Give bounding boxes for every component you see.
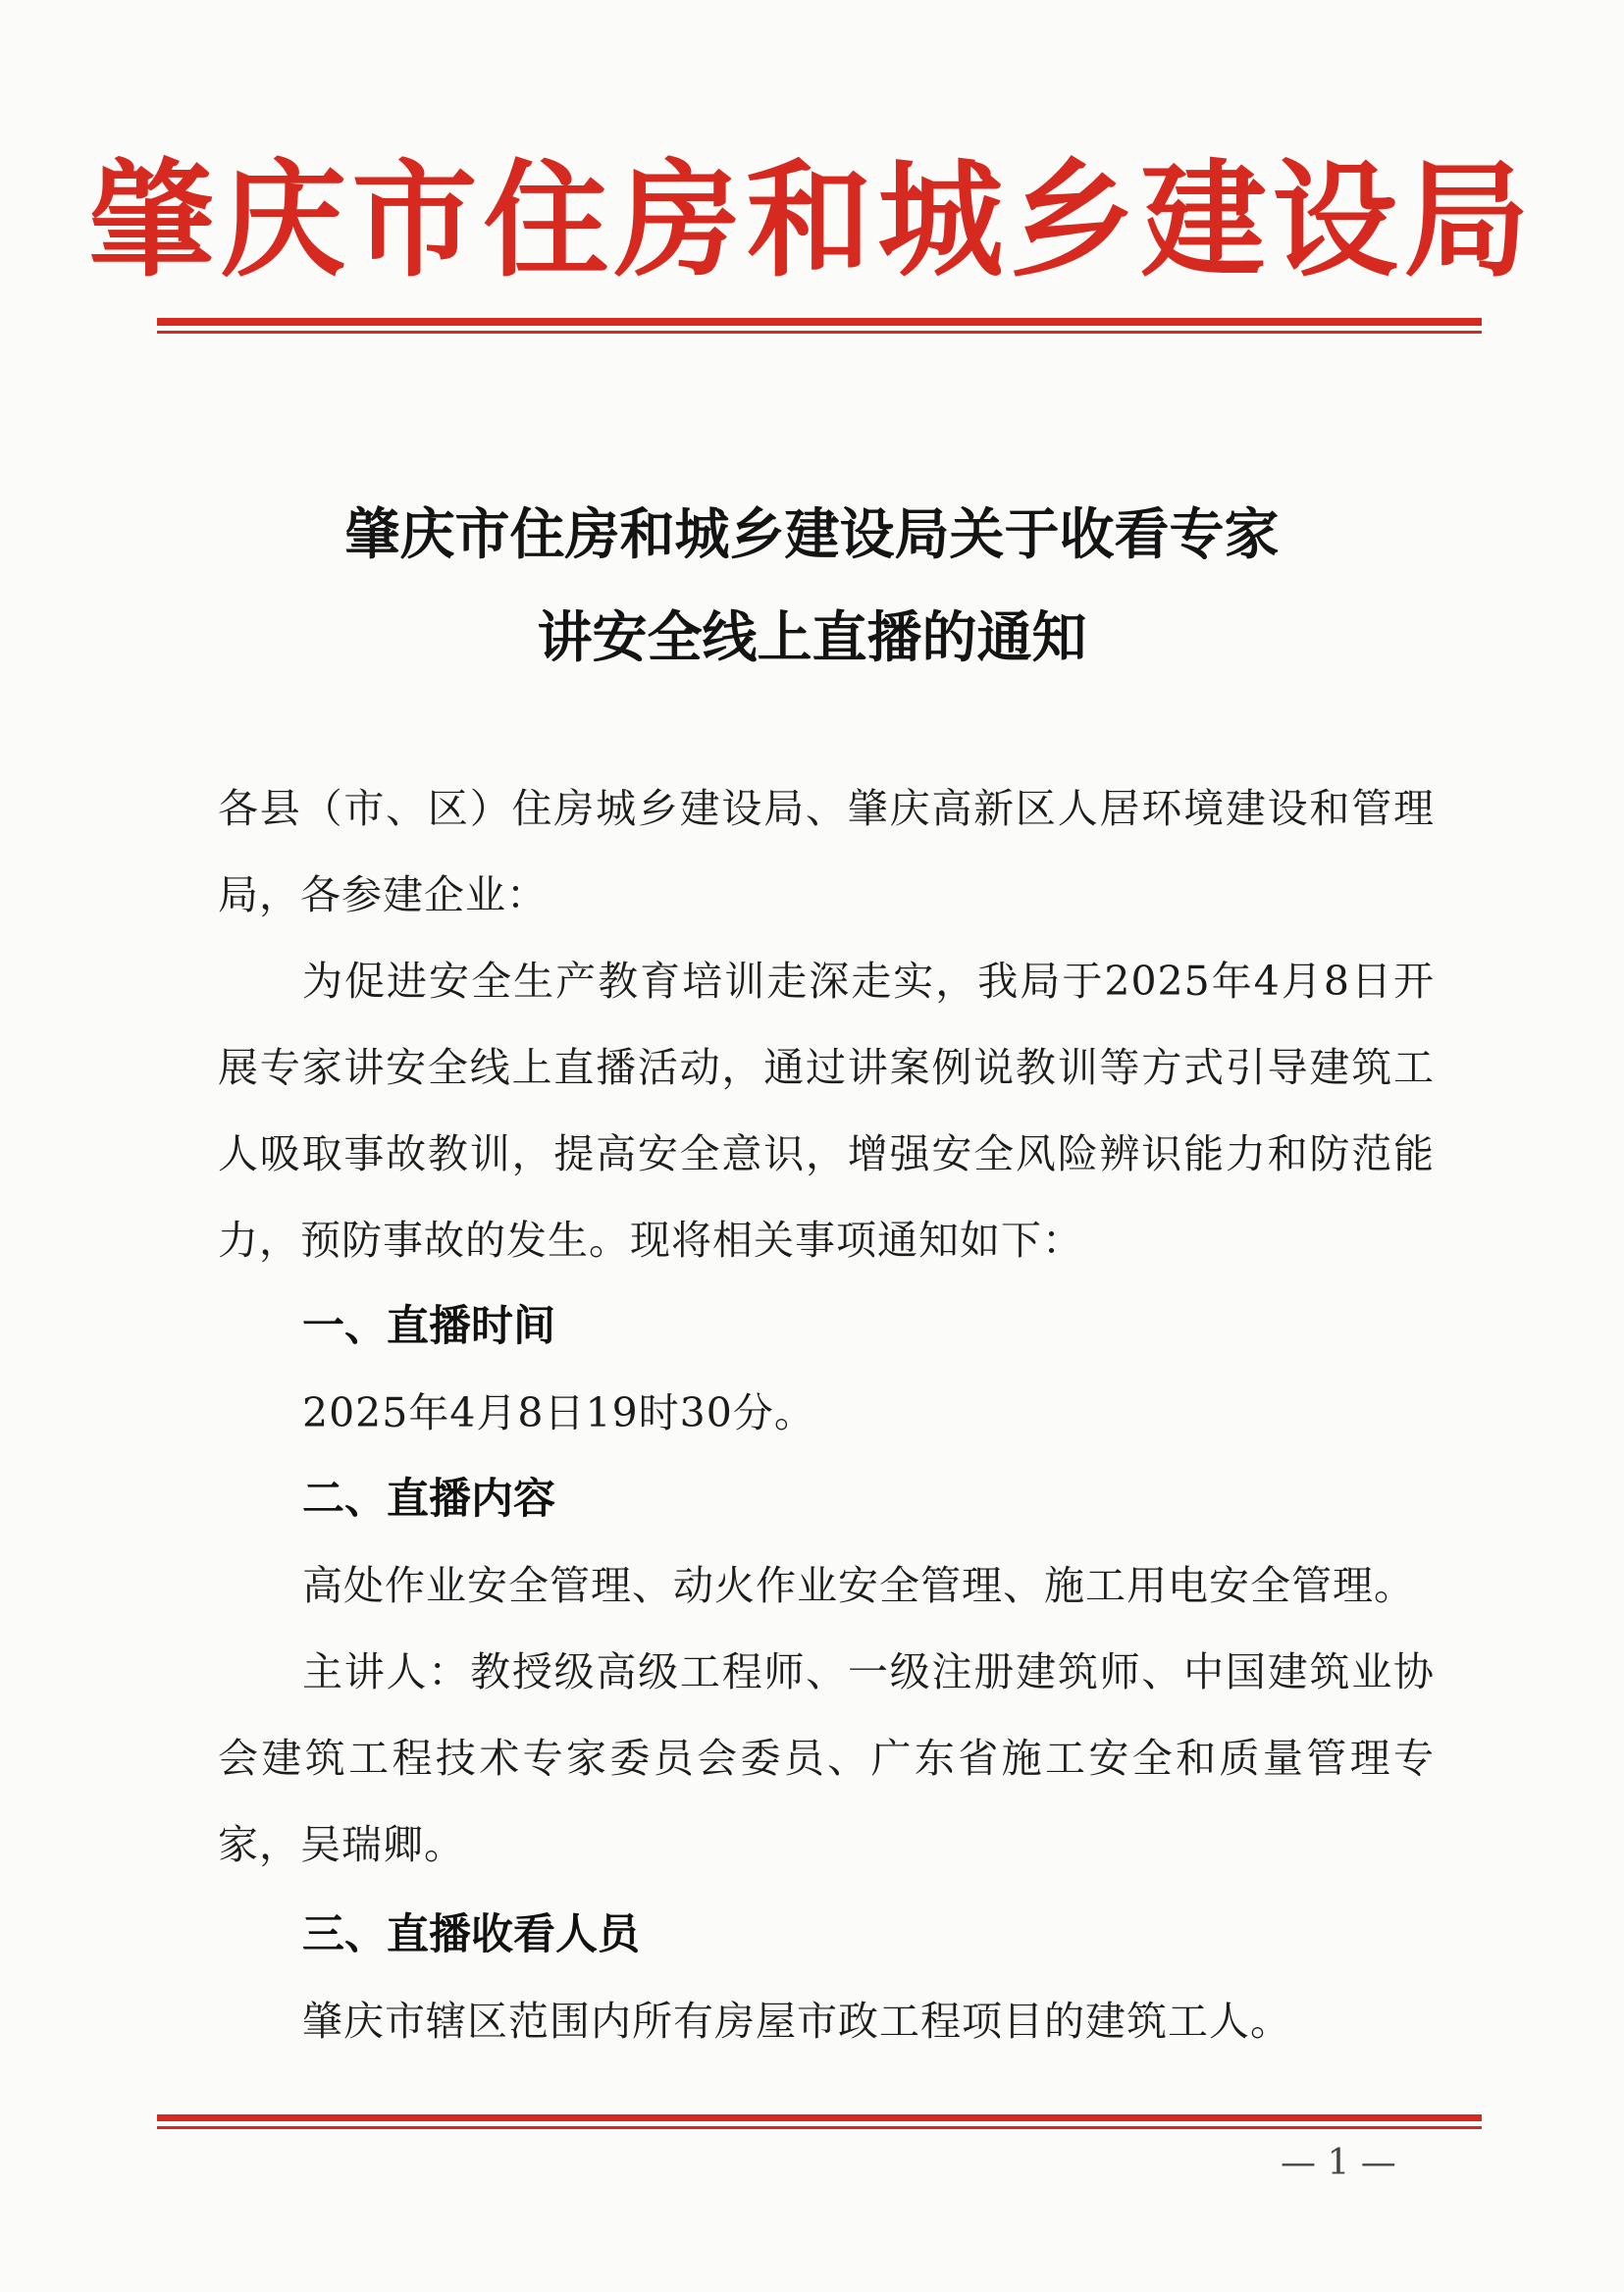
section-text-time: 2025年4月8日19时30分。 <box>302 1389 815 1436</box>
addressee-paragraph: 各县（市、区）住房城乡建设局、肇庆高新区人居环境建设和管理局，各参建企业： <box>218 785 1435 918</box>
intro-paragraph: 为促进安全生产教育培训走深走实，我局于2025年4月8日开展专家讲安全线上直播活动，通过讲案例说教训等方式引导建筑工人吸取事故教训，提高安全意识，增强安全风险辨识能力和防范能力，预防事故的发生。现将相关事项通知如下： <box>218 958 1435 1264</box>
letterhead-rule-thick <box>157 318 1482 326</box>
letterhead-rule-thin <box>157 331 1482 334</box>
document-title-line-1: 肇庆市住房和城乡建设局关于收看专家 <box>344 502 1280 567</box>
document-title-line-2: 讲安全线上直播的通知 <box>537 605 1087 670</box>
section-text-content: 高处作业安全管理、动火作业安全管理、施工用电安全管理。 <box>302 1562 1415 1609</box>
section-heading-audience: 三、直播收看人员 <box>302 1910 640 1959</box>
letterhead-title: 肇庆市住房和城乡建设局 <box>88 147 1536 294</box>
footer-rule-thin <box>157 2126 1482 2129</box>
speaker-paragraph: 主讲人：教授级高级工程师、一级注册建筑师、中国建筑业协会建筑工程技术专家委员会委员、广东省施工安全和质量管理专家，吴瑞卿。 <box>218 1648 1435 1868</box>
section-text-audience: 肇庆市辖区范围内所有房屋市政工程项目的建筑工人。 <box>302 1998 1291 2045</box>
page-number: — 1 — <box>1281 2143 1396 2183</box>
section-heading-content: 二、直播内容 <box>302 1475 555 1524</box>
footer-rule-thick <box>157 2114 1482 2121</box>
section-heading-time: 一、直播时间 <box>302 1302 555 1351</box>
